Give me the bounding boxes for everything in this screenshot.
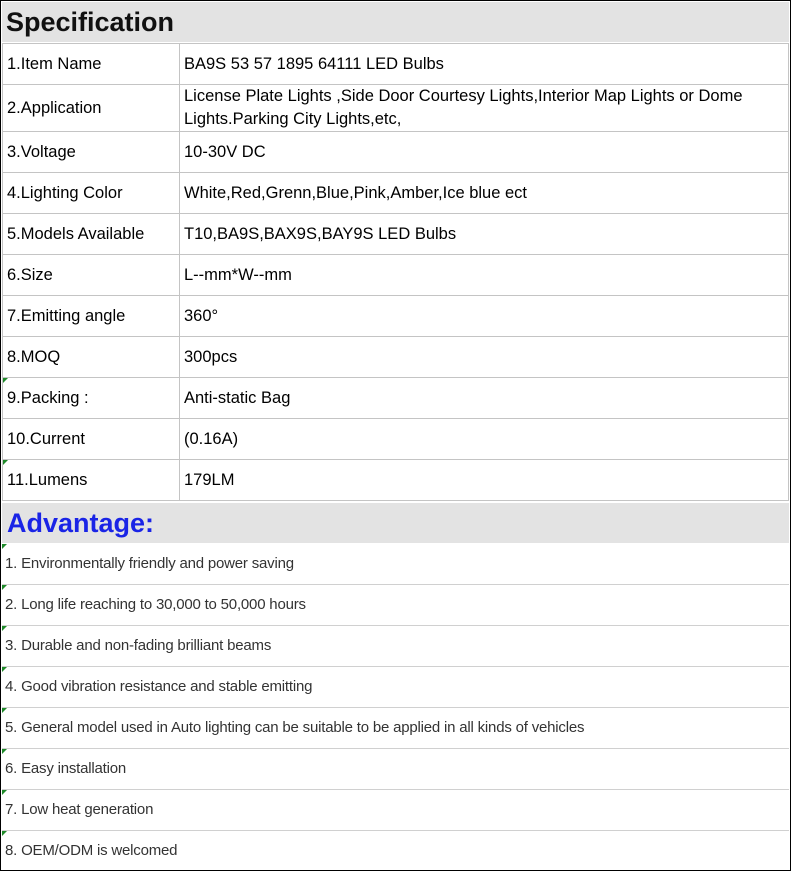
spec-value: Anti-static Bag bbox=[180, 378, 789, 419]
spec-row-current bbox=[3, 419, 789, 460]
advantage-title: Advantage: bbox=[7, 508, 155, 538]
advantage-item: 2. Long life reaching to 30,000 to 50,000 hours bbox=[2, 585, 789, 626]
spec-key: 2.Application bbox=[3, 85, 180, 132]
spec-key: 1.Item Name bbox=[3, 44, 180, 85]
specification-title: Specification bbox=[6, 7, 175, 37]
advantage-item: 3. Durable and non-fading brilliant beams bbox=[2, 626, 789, 667]
spec-value: 10-30V DC bbox=[180, 132, 789, 173]
spec-value: License Plate Lights ,Side Door Courtesy Lights,Interior Map Lights or Dome Lights.Parking City Lights,etc, bbox=[180, 85, 789, 132]
advantage-item: 8. OEM/ODM is welcomed bbox=[2, 831, 789, 871]
spec-key: 6.Size bbox=[3, 255, 180, 296]
spec-row-item-name bbox=[3, 44, 789, 85]
spec-key: 7.Emitting angle bbox=[3, 296, 180, 337]
advantage-header bbox=[2, 503, 789, 543]
spec-key: 5.Models Available bbox=[3, 214, 180, 255]
spec-key: 11.Lumens bbox=[3, 460, 180, 501]
spec-value: BA9S 53 57 1895 64111 LED Bulbs bbox=[180, 44, 789, 85]
spec-row-moq bbox=[3, 337, 789, 378]
spec-row-size bbox=[3, 255, 789, 296]
advantage-item: 4. Good vibration resistance and stable emitting bbox=[2, 667, 789, 708]
specification-header bbox=[2, 2, 789, 42]
spec-value: 179LM bbox=[180, 460, 789, 501]
advantage-item: 1. Environmentally friendly and power saving bbox=[2, 544, 789, 585]
spec-key: 9.Packing : bbox=[3, 378, 180, 419]
spec-value: 360° bbox=[180, 296, 789, 337]
spec-value: T10,BA9S,BAX9S,BAY9S LED Bulbs bbox=[180, 214, 789, 255]
spec-row-voltage bbox=[3, 132, 789, 173]
spec-key: 8.MOQ bbox=[3, 337, 180, 378]
spec-key: 3.Voltage bbox=[3, 132, 180, 173]
spec-key: 4.Lighting Color bbox=[3, 173, 180, 214]
spec-row-application bbox=[3, 85, 789, 132]
advantage-item: 7. Low heat generation bbox=[2, 790, 789, 831]
spec-row-packing bbox=[3, 378, 789, 419]
advantage-list bbox=[2, 544, 789, 871]
spec-value: White,Red,Grenn,Blue,Pink,Amber,Ice blue ect bbox=[180, 173, 789, 214]
spec-row-emitting-angle bbox=[3, 296, 789, 337]
spec-value: (0.16A) bbox=[180, 419, 789, 460]
spec-value: 300pcs bbox=[180, 337, 789, 378]
advantage-item: 6. Easy installation bbox=[2, 749, 789, 790]
spec-row-lumens bbox=[3, 460, 789, 501]
spec-key: 10.Current bbox=[3, 419, 180, 460]
specification-table bbox=[2, 43, 789, 501]
advantage-item: 5. General model used in Auto lighting can be suitable to be applied in all kinds of vehicles bbox=[2, 708, 789, 749]
spec-value: L--mm*W--mm bbox=[180, 255, 789, 296]
spec-row-models-available bbox=[3, 214, 789, 255]
spec-row-lighting-color bbox=[3, 173, 789, 214]
